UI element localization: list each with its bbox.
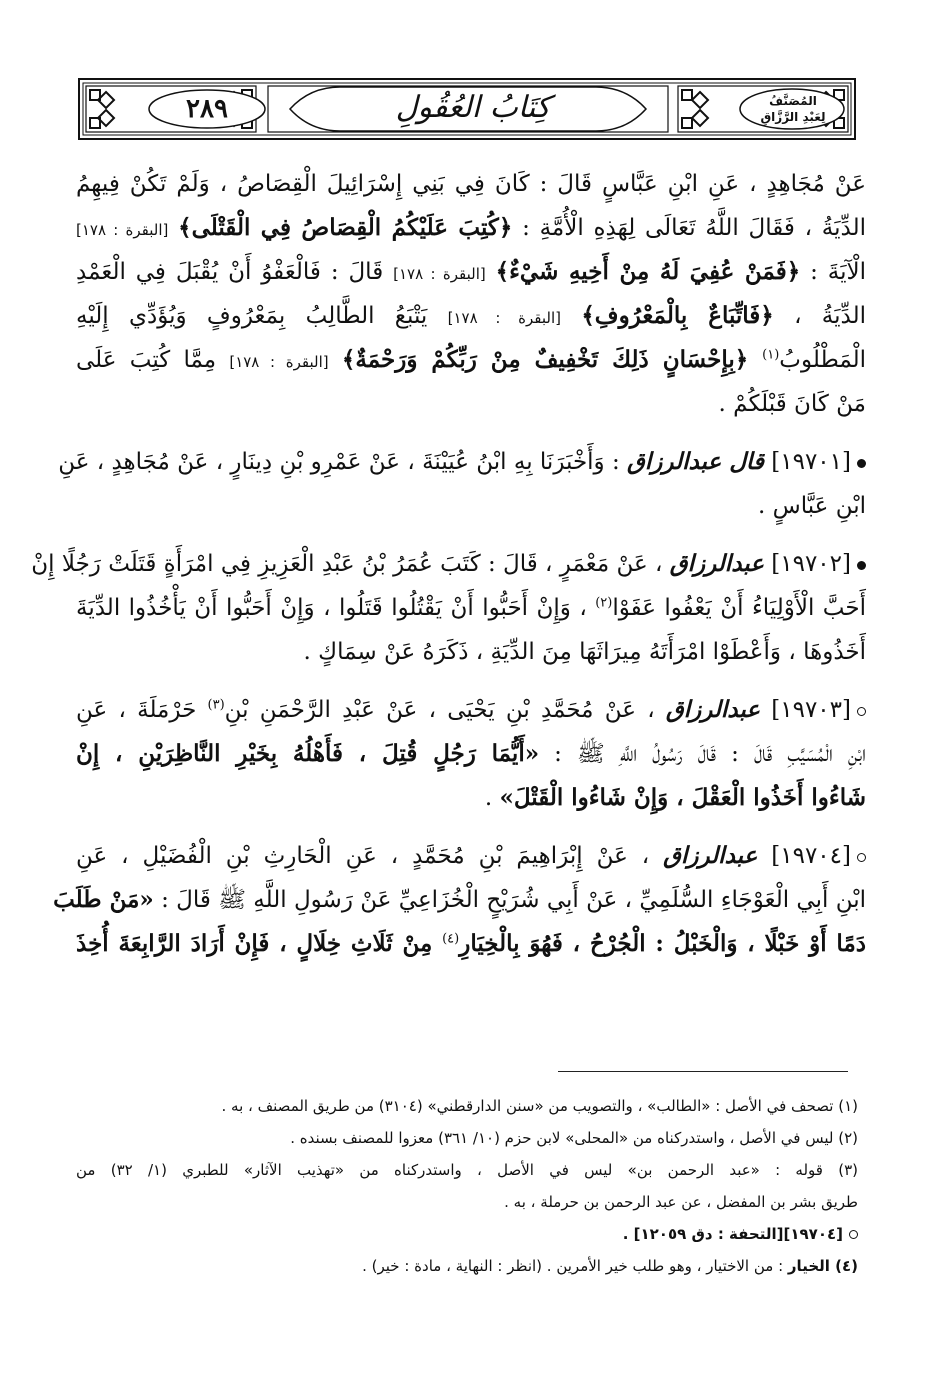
page-header xyxy=(78,78,856,140)
book-emblem xyxy=(743,86,843,132)
text-line: [١٩٧٠٢] عبدالرزاق ، عَنْ مَعْمَرٍ ، قَالَ : كَتَبَ عُمَرُ بْنُ عَبْدِ الْعَزِيزِ فِي امْرَأَةٍ قَتَلَتْ رَجُلًا إِنْ xyxy=(76,542,866,586)
main-text xyxy=(31,162,867,966)
text-line: الْآيَةَ : ﴿فَمَنْ عُفِيَ لَهُ مِنْ أَخِيهِ شَيْءٌ﴾ [البقرة : ١٧٨] قَالَ : فَالْعَفْوُ أَنْ يُقْبَلَ فِي الْعَمْدِ xyxy=(76,258,867,285)
hadith-text: شَاءُوا أَخَذُوا الْعَقْلَ ، وَإِنْ شَاءُوا الْقَتْلَ» xyxy=(499,784,866,811)
quran-verse: ﴿فَمَنْ عُفِيَ لَهُ مِنْ أَخِيهِ شَيْءٌ﴾ xyxy=(495,258,801,285)
bullet-filled-icon xyxy=(857,459,866,468)
emblem-line-2: لِعَبْدِ الرَّزَّاقِ xyxy=(760,110,826,124)
verse-reference: [البقرة : ١٧٨] xyxy=(76,221,169,239)
text-line: ابْنِ الْمُسَيَّبِ قَالَ : قَالَ رَسُولُ اللَّهِ ﷺ : «أَيُّمَا رَجُلٍ قُتِلَ ، فَأَهْلُهُ بِخَيْرِ النَّاظِرَيْنِ ، إِنْ xyxy=(76,740,866,767)
hadith-number: [١٩٧٠١] xyxy=(771,449,851,475)
text-line: أَحَبَّ الْأَوْلِيَاءُ أَنْ يَعْفُوا عَفَوْا$^{(٢)}$ ، وَإِنْ أَحَبُّوا أَنْ يَقْتُلُوا قَتَلُوا ، وَإِنْ أَحَبُّوا أَنْ يَأْخُذُوا الدِّيَةَ xyxy=(76,595,866,621)
footnote-3: (٣) قوله : «عبد الرحمن بن» ليس في الأصل ، واستدركناه من «تهذيب الآثار» للطبري (١/ ٣٢) من xyxy=(76,1161,859,1179)
text-line: شَاءُوا أَخَذُوا الْعَقْلَ ، وَإِنْ شَاءُوا الْقَتْلَ» . xyxy=(484,784,866,811)
text-line: أَخَذُوهَا ، وَأَعْطَوْا امْرَأَتَهُ مِيرَاثَهَا مِنَ الدِّيَةِ ، ذَكَرَهُ عَنْ سِمَاكٍ . xyxy=(303,639,866,665)
hadith-19702 xyxy=(31,542,866,674)
hadith-19703 xyxy=(76,688,866,820)
quran-verse: ﴿فَاتِّبَاعٌ بِالْمَعْرُوفِ﴾ xyxy=(581,302,774,329)
footnote-1: (١) تصحف في الأصل : «الطالب» ، والتصويب من «سنن الدارقطني» (٣١٠٤) من طريق المصنف ، به . xyxy=(221,1097,858,1115)
page-number: ٢٨٩ xyxy=(186,94,228,124)
hadith-text: مِنْ ثَلَاثِ خِلَالٍ ، فَإِنْ أَرَادَ الرَّابِعَةَ أُخِذَ xyxy=(76,930,443,957)
bullet-open-icon xyxy=(849,1230,858,1239)
tuhfa-reference: [التحفة : دق ١٢٠٥٩] . xyxy=(622,1225,784,1243)
emblem-line-1: المُصَنَّفُ xyxy=(769,94,817,108)
footnote-marker[interactable]: (٤) xyxy=(442,931,460,947)
text-line: ابْنِ أَبِي الْعَوْجَاءِ السُّلَمِيِّ ، عَنْ أَبِي شُرَيْحٍ الْخُزَاعِيِّ عَنْ رَسُولِ اللَّهِ ﷺ قَالَ : «مَنْ طَلَبَ xyxy=(53,886,866,913)
intro-paragraph xyxy=(76,162,866,426)
text-line: الدِّيَةُ ، فَقَالَ اللَّهُ تَعَالَى لِهَذِهِ الْأُمَّةِ : ﴿كُتِبَ عَلَيْكُمُ الْقِصَاصُ فِي الْقَتْلَى﴾ [البقرة : ١٧٨] xyxy=(76,214,866,241)
footnote-marker[interactable]: (٣) xyxy=(207,697,225,713)
narrator-label: قال عبدالرزاق xyxy=(627,448,764,475)
bullet-filled-icon xyxy=(857,561,866,570)
footnote-2: (٢) ليس في الأصل ، واستدركناه من «المحلى» لابن حزم (١٠/ ٣٦١) معزوا للمصنف بسنده . xyxy=(290,1129,858,1147)
bullet-open-icon xyxy=(857,707,866,716)
hadith-number: [١٩٧٠٤] xyxy=(771,843,851,869)
text-line: ابْنِ عَبَّاسٍ . xyxy=(758,493,866,519)
footnote-term: (٤) الخيار xyxy=(787,1257,858,1275)
narrator-label: عبدالرزاق xyxy=(663,842,758,869)
hadith-19701 xyxy=(58,440,866,528)
text-line: الْمَطْلُوبُ$^{(١)}$ ﴿بِإِحْسَانٍ ذَلِكَ تَخْفِيفٌ مِنْ رَبِّكُمْ وَرَحْمَةٌ﴾ [البقرة : ١٧٨] مِمَّا كُتِبَ عَلَى xyxy=(76,346,867,373)
text-line xyxy=(76,922,866,966)
tuhfa-hadith-number: [١٩٧٠٤] xyxy=(783,1225,843,1243)
verse-reference: [البقرة : ١٧٨] xyxy=(229,353,329,371)
hadith-text: «أَيُّمَا رَجُلٍ قُتِلَ ، فَأَهْلُهُ بِخَيْرِ النَّاظِرَيْنِ ، إِنْ xyxy=(76,740,540,767)
footnote-marker[interactable]: (٢) xyxy=(595,595,613,611)
verse-reference: [البقرة : ١٧٨] xyxy=(447,309,562,327)
text-line: [١٩٧٠٣] عبدالرزاق ، عَنْ مُحَمَّدِ بْنِ يَحْيَى ، عَنْ عَبْدِ الرَّحْمَنِ بْنِ$^{(٣)}$ حَرْمَلَةَ ، عَنِ xyxy=(76,688,866,732)
footnote-tuhfa xyxy=(76,1218,858,1250)
footnote-divider xyxy=(558,1071,848,1072)
text-line: [١٩٧٠٤] عبدالرزاق ، عَنْ إِبْرَاهِيمَ بْنِ مُحَمَّدٍ ، عَنِ الْحَارِثِ بْنِ الْفُضَيْلِ ، عَنِ xyxy=(76,834,866,878)
hadith-19704 xyxy=(53,834,867,966)
hadith-text: «مَنْ طَلَبَ xyxy=(53,886,154,913)
footnotes xyxy=(76,1090,858,1282)
footnote-4: (٤) الخيار : من الاختيار ، وهو طلب خير الأمرين . (انظر : النهاية ، مادة : خير) . xyxy=(362,1257,858,1275)
footnote-marker[interactable]: (١) xyxy=(762,347,780,363)
hadith-number: [١٩٧٠٣] xyxy=(771,697,852,723)
narrator-label: عبدالرزاق xyxy=(669,550,764,577)
text-line: مَنْ كَانَ قَبْلَكُمْ . xyxy=(718,391,866,417)
hadith-text: دَمًا أَوْ خَبْلًا ، وَالْخَبْلُ : الْجُرْحُ ، فَهُوَ بِالْخِيَارِ xyxy=(459,930,867,957)
bullet-open-icon xyxy=(857,853,866,862)
text-line: [١٩٧٠١] قال عبدالرزاق : وَأَخْبَرَنَا بِهِ ابْنُ عُيَيْنَةَ ، عَنْ عَمْرِو بْنِ دِينَارٍ ، عَنْ مُجَاهِدٍ ، عَنِ xyxy=(76,440,866,484)
quran-verse: ﴿بِإِحْسَانٍ ذَلِكَ تَخْفِيفٌ مِنْ رَبِّكُمْ وَرَحْمَةٌ﴾ xyxy=(341,346,763,373)
hadith-number: [١٩٧٠٢] xyxy=(771,551,851,577)
text-line: عَنْ مُجَاهِدٍ ، عَنِ ابْنِ عَبَّاسٍ قَالَ : كَانَ فِي بَنِي إِسْرَائِيلَ الْقِصَاصُ ، وَلَمْ تَكُنْ فِيهِمُ xyxy=(76,171,866,197)
quran-verse: ﴿كُتِبَ عَلَيْكُمُ الْقِصَاصُ فِي الْقَتْلَى﴾ xyxy=(178,214,513,241)
text-line: الدِّيَةُ ، ﴿فَاتِّبَاعٌ بِالْمَعْرُوفِ﴾ [البقرة : ١٧٨] يَتْبَعُ الطَّالِبُ بِمَعْرُوفٍ وَيُؤَدِّي إِلَيْهِ xyxy=(76,302,866,329)
book-title: كِتَابُ العُقُولِ xyxy=(395,90,551,125)
narrator-label: عبدالرزاق xyxy=(665,696,761,723)
footnote-3-continued: طريق بشر بن المفضل ، عن عبد الرحمن بن حرملة ، به . xyxy=(504,1193,858,1211)
verse-reference: [البقرة : ١٧٨] xyxy=(393,265,486,283)
